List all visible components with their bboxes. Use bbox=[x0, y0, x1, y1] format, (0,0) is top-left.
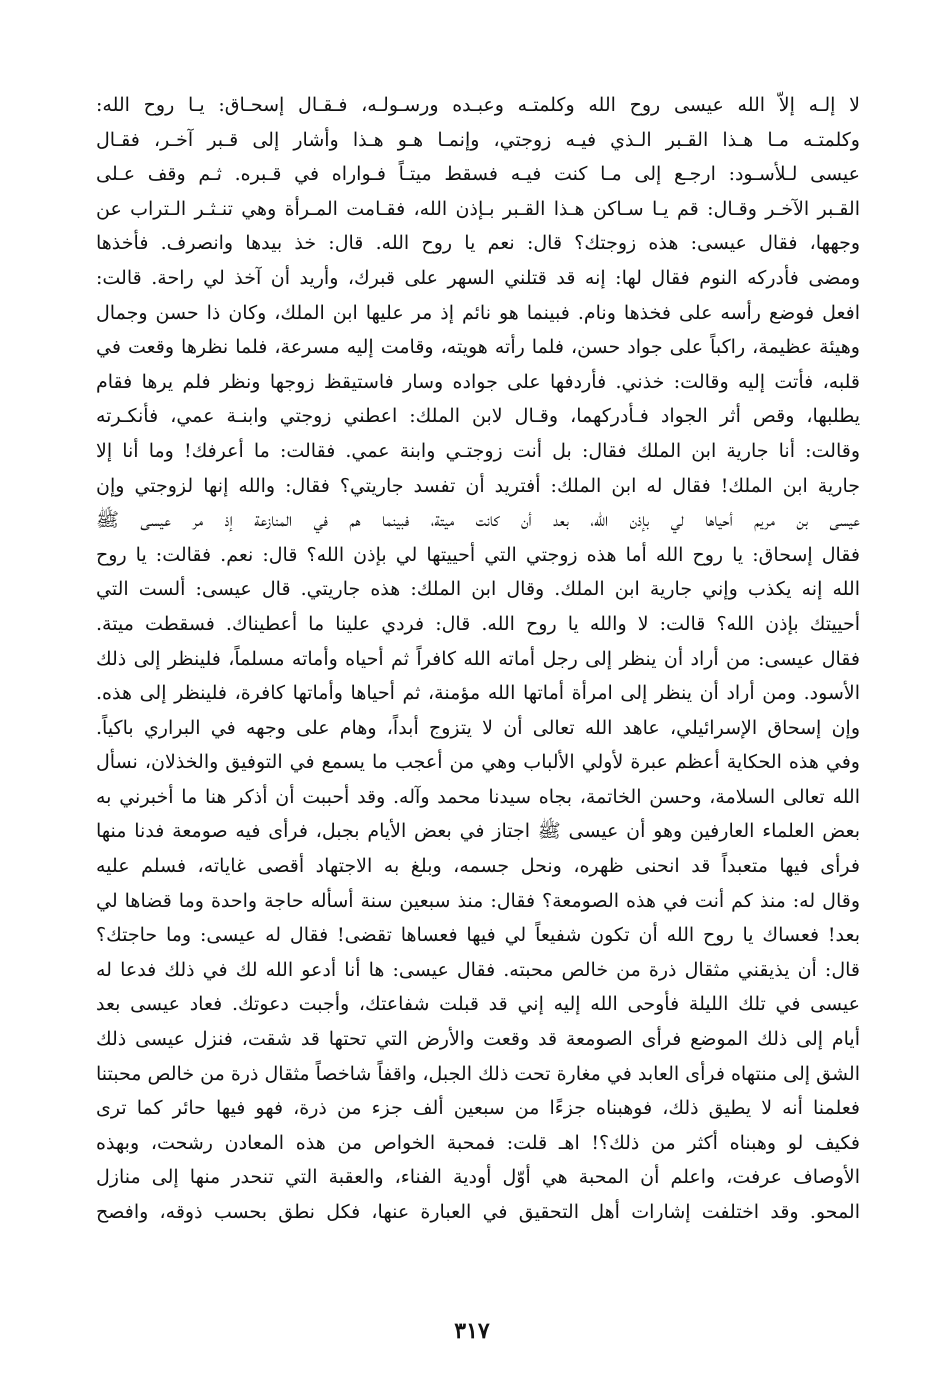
text-line: ومضى فأدركه النوم فقال لها: إنه قد قتلني السهر على قبرك، وأريد أن آخذ لي راحة. قالت: bbox=[96, 266, 860, 289]
text-line: لا إلـه إلاّ الله عيسى روح الله وكلمتـه وعبـده ورسـولـه، فـقـال إسحـاق: يـا روح الله: bbox=[96, 94, 860, 116]
text-line: افعل فوضع رأسه على فخذها ونام. فبينما هو نائم إذ مر عليها ابن الملك، وكان ذا حسن وجمال bbox=[96, 301, 860, 324]
text-line: فقال إسحاق: يا روح الله أما هذه زوجتي التي أحييتها لي بإذن الله؟ قال: نعم. فقالت: يا روح bbox=[96, 543, 860, 566]
text-line: بعد! فعساك يا روح الله أن تكون شفيعاً لي فيها فعساها تقضى! فقال له عيسى: وما حاجتك؟ bbox=[96, 924, 860, 947]
text-line: وجهها، فقال عيسى: هذه زوجتك؟ قال: نعم يا روح الله. قال: خذ بيدها وانصرف. فأخذها bbox=[96, 232, 860, 255]
text-line: بعض العلماء العارفين وهو أن عيسى ﷺ اجتاز في بعض الأيام بجبل، فرأى فيه صومعة فدنا منها bbox=[96, 820, 860, 843]
text-line: عيسى بن مريم أحياها لي بإذن الله، بعد أن كانت ميتة، فبينما هم في المنازعة إذ مر عيسى ﷺ bbox=[96, 509, 860, 532]
text-line: وهيئة عظيمة، راكباً على جواد حسن، فلما رأته هويته، وقامت إليه مسرعة، فلما نظرها وقعت في bbox=[96, 336, 860, 359]
text-line: الله إنه يكذب وإني جارية ابن الملك. وقال ابن الملك: هذه جاريتي. قال عيسى: ألست التي bbox=[96, 578, 860, 601]
text-line: وقالت: أنا جارية ابن الملك فقال: بل أنت زوجتـي وابنة عمي. فقالت: ما أعرفك! وما أنا إلا bbox=[96, 439, 860, 462]
text-line: أحييتك بإذن الله؟ قالت: لا والله يا روح الله. قال: فردي علينا ما أعطيناك. فسقطت ميتة. bbox=[96, 612, 860, 635]
text-line: فرأى فيها متعبداً قد انحنى ظهره، ونحل جسمه، وبلغ به الاجتهاد أقصى غاياته، فسلم عليه bbox=[96, 855, 860, 878]
text-line: الله تعالى السلامة، وحسن الخاتمة، بجاه سيدنا محمد وآله. وقد أحببت أن أذكر هنا ما أخبرني به bbox=[96, 785, 860, 808]
text-line: القـبر الآخـر وقـال: قم يـا سـاكن هـذا القـبر بـإذن الله، فقـامت المـرأة وهي تنـثـر الـتراب عن bbox=[96, 197, 860, 220]
body-text bbox=[96, 88, 860, 1230]
text-line: الأسود. ومن أراد أن ينظر إلى امرأة أماتها الله مؤمنة، ثم أحياها وأماتها كافرة، فلينظر إلى هذه. bbox=[96, 682, 860, 705]
text-line: وكلمتـه مـا هـذا القـبر الـذي فيـه زوجتي، وإنمـا هـو هـذا وأشار إلى قـبر آخـر، فقـال bbox=[96, 128, 860, 151]
text-line: فكيف لو وهبناه أكثر من ذلك؟! اهـ قلت: فمحبة الخواص من هذه المعادن رشحت، وبهذه bbox=[96, 1131, 860, 1154]
text-line: قال: أن يذيقني مثقال ذرة من خالص محبته. فقال عيسى: ها أنا أدعو الله لك في ذلك فدعا له bbox=[96, 958, 860, 981]
text-line: قلبه، فأتت إليه وقالت: خذني. فأردفها على جواده وسار فاستيقظ زوجها ونظر فلم يرها فقام bbox=[96, 370, 860, 393]
text-line: فقال عيسى: من أراد أن ينظر إلى رجل أماته الله كافراً ثم أحياه وأماته مسلماً، فلينظر إلى ذلك bbox=[96, 647, 860, 670]
text-line: جارية ابن الملك! فقال له ابن الملك: أفتريد أن تفسد جاريتي؟ فقال: والله إنها لزوجتي وإن bbox=[96, 474, 860, 497]
text-line: عيسى في تلك الليلة فأوحى الله إليه إني قد قبلت شفاعتك، وأجبت دعوتك. فعاد عيسى بعد bbox=[96, 993, 860, 1016]
page-number: ٣١٧ bbox=[454, 1318, 490, 1344]
text-line: الأوصاف عرفت، واعلم أن المحبة هي أوّل أودية الفناء، والعقبة التي تنحدر منها إلى منازل bbox=[96, 1166, 860, 1189]
text-line: وإن إسحاق الإسرائيلي، عاهد الله تعالى أن لا يتزوج أبداً، وهام على وجهه في البراري باكياً. bbox=[96, 716, 860, 739]
text-line: وفي هذه الحكاية أعظم عبرة لأولي الألباب وهي من أعجب ما يسمع في التوفيق والخذلان، نسأل bbox=[96, 751, 860, 774]
text-line: المحو. وقد اختلفت إشارات أهل التحقيق في العبارة عنها، فكل نطق بحسب ذوقه، وافصح bbox=[96, 1201, 860, 1223]
text-line: أيام إلى ذلك الموضع فرأى الصومعة قد وقعت والأرض التي تحتها قد شقت، فنزل عيسى ذلك bbox=[96, 1028, 860, 1051]
text-line: الشق إلى منتهاه فرأى العابد في مغارة تحت ذلك الجبل، واقفاً شاخصاً مثقال ذرة من خالص محبتنا bbox=[96, 1062, 860, 1085]
text-line: فعلمنا أنه لا يطيق ذلك، فوهبناه جزءًا من سبعين ألف جزء من ذرة، فهو فيها حائر كما ترى bbox=[96, 1097, 860, 1120]
text-line: وقال له: منذ كم أنت في هذه الصومعة؟ فقال: منذ سبعين سنة أسأله حاجة واحدة وما قضاها لي bbox=[96, 889, 860, 912]
text-line: عيسى لـلأسـود: ارجـع إلى مـا كنت فيـه فسقط ميتـاً فـواراه في قـبره. ثـم وقف عـلى bbox=[96, 163, 860, 186]
text-line: يطلبها، وقص أثر الجواد فـأدركهما، وقـال لابن الملك: اعطني زوجتي وابنـة عمي، فأنكـرته bbox=[96, 405, 860, 428]
